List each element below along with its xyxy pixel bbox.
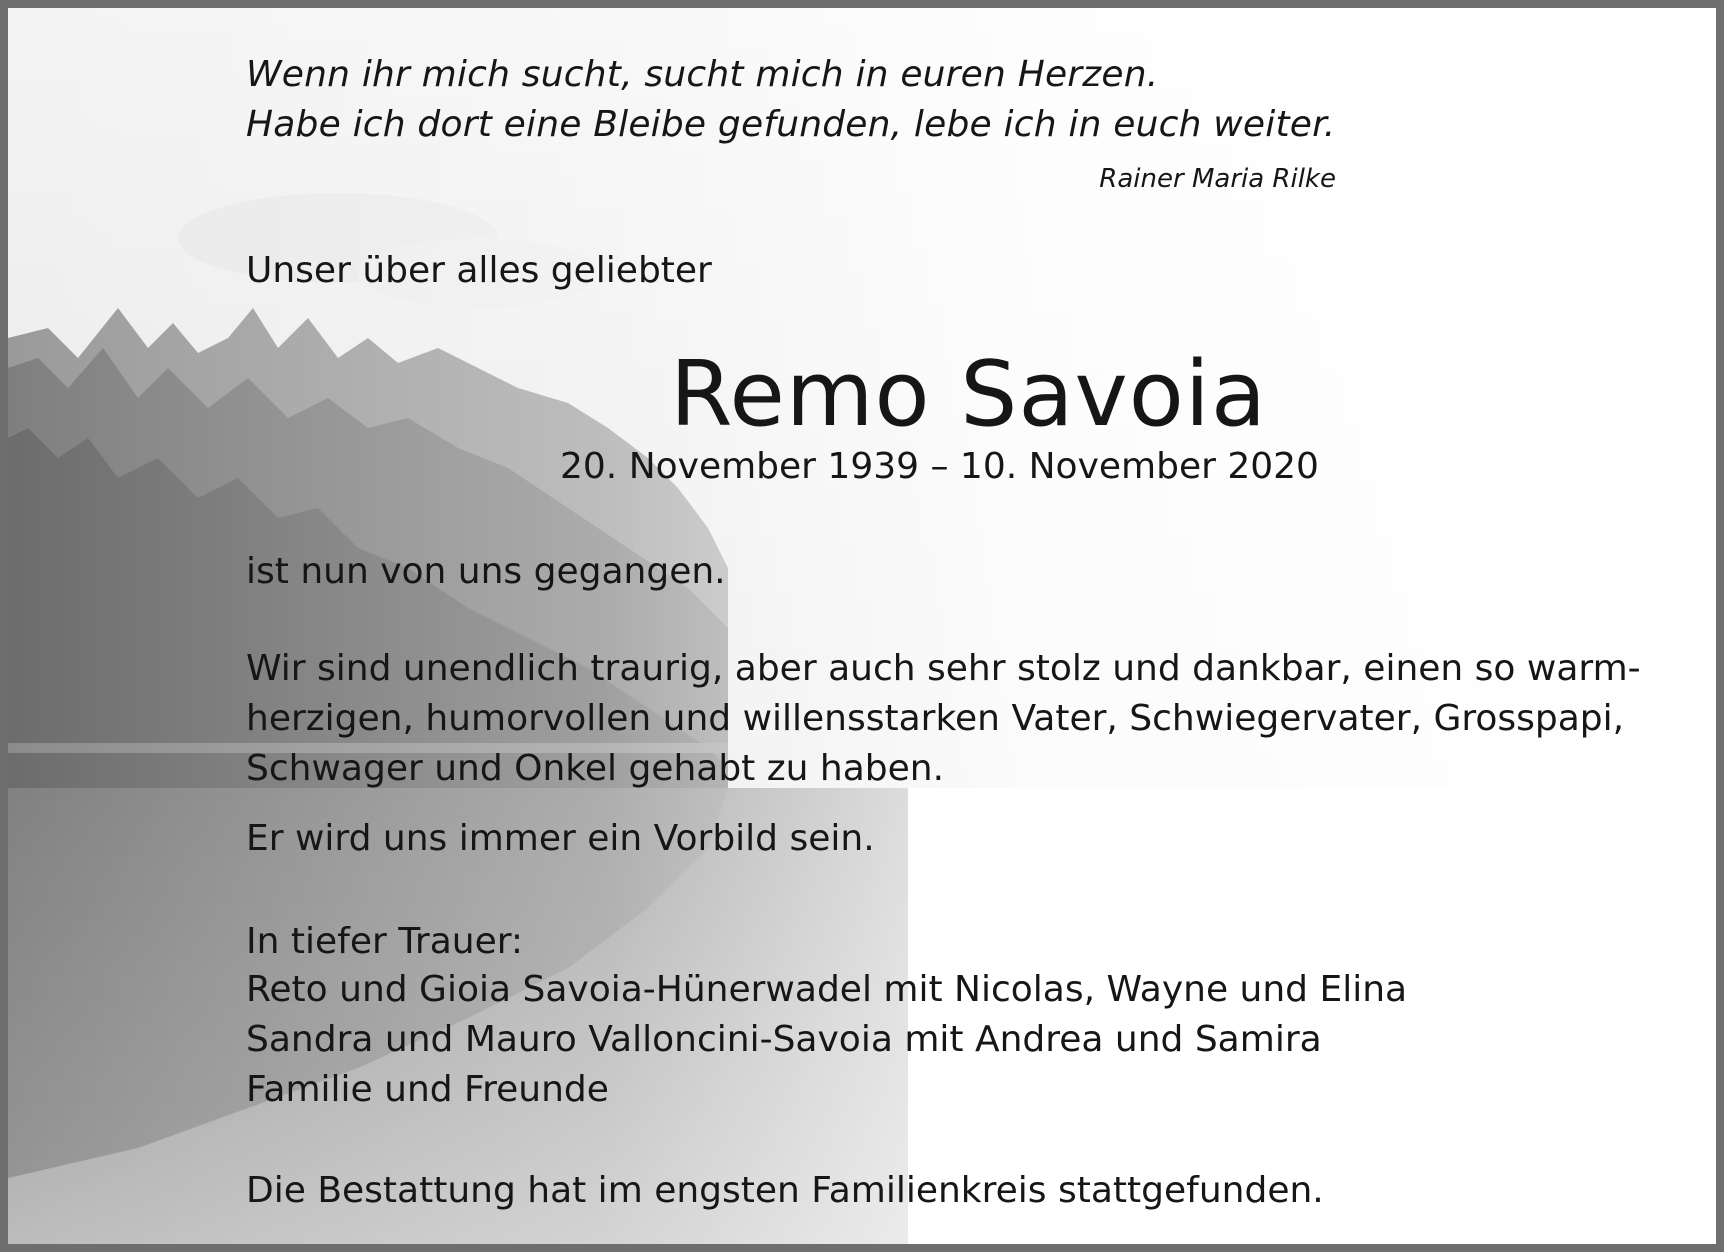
quote-author: Rainer Maria Rilke (1099, 164, 1336, 194)
tribute-line-1: Wir sind unendlich traurig, aber auch sehr stolz und dankbar, einen so warm- (246, 648, 1641, 689)
mourner-line-3: Familie und Freunde (246, 1069, 609, 1110)
tribute-line-2: herzigen, humorvollen und willensstarken Vater, Schwiegervater, Grosspapi, (246, 698, 1625, 739)
mourners-heading: In tiefer Trauer: (246, 921, 524, 962)
deceased-name: Remo Savoia (670, 342, 1267, 447)
intro-text: Unser über alles geliebter (246, 250, 712, 291)
quote-line-2: Habe ich dort eine Bleibe gefunden, lebe ich in euch weiter. (246, 104, 1336, 145)
funeral-note: Die Bestattung hat im engsten Familienkreis stattgefunden. (246, 1170, 1324, 1211)
mourner-line-1: Reto und Gioia Savoia-Hünerwadel mit Nicolas, Wayne und Elina (246, 969, 1408, 1010)
quote-line-1: Wenn ihr mich sucht, sucht mich in euren Herzen. (246, 54, 1159, 95)
life-dates: 20. November 1939 – 10. November 2020 (560, 446, 1319, 487)
passed-away-text: ist nun von uns gegangen. (246, 551, 726, 592)
tribute-line-3: Schwager und Onkel gehabt zu haben. (246, 748, 945, 789)
mourner-line-2: Sandra und Mauro Valloncini-Savoia mit Andrea und Samira (246, 1019, 1322, 1060)
role-model-text: Er wird uns immer ein Vorbild sein. (246, 818, 875, 859)
